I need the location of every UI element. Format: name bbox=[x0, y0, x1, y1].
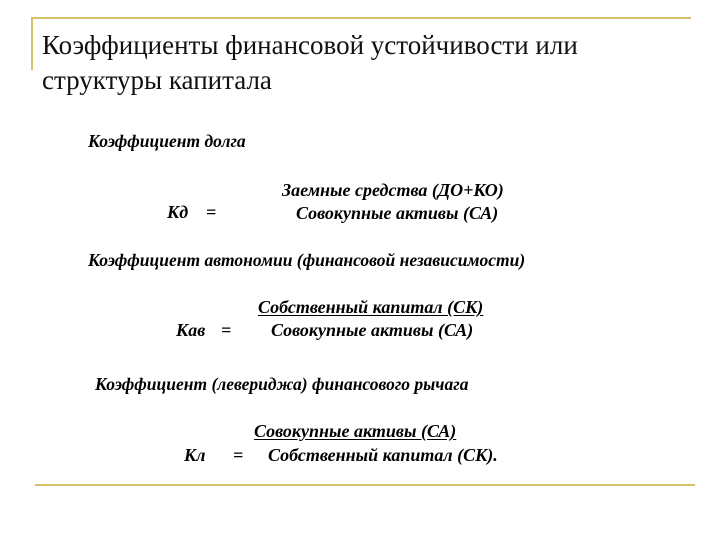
autonomy-ratio-numerator: Собственный капитал (СК) bbox=[258, 297, 484, 317]
autonomy-ratio-equals: = bbox=[221, 320, 232, 340]
slide-title bbox=[42, 28, 662, 98]
leverage-ratio-symbol: Кл bbox=[184, 445, 206, 465]
autonomy-ratio-heading: Коэффициент автономии (финансовой независимости) bbox=[88, 250, 526, 270]
autonomy-ratio-symbol: Кав bbox=[176, 320, 206, 340]
leverage-ratio-equals: = bbox=[233, 445, 244, 465]
leverage-ratio-heading: Коэффициент (левериджа) финансового рычага bbox=[95, 374, 469, 394]
leverage-ratio-denominator: Собственный капитал (СК). bbox=[268, 445, 498, 465]
title-line-2: структуры капитала bbox=[42, 65, 272, 95]
debt-ratio-numerator: Заемные средства (ДО+КО) bbox=[282, 180, 504, 200]
debt-ratio-equals: = bbox=[206, 202, 217, 222]
autonomy-ratio-denominator: Совокупные активы (СА) bbox=[271, 320, 474, 340]
leverage-ratio-numerator: Совокупные активы (СА) bbox=[254, 421, 457, 441]
decorative-top-rule bbox=[31, 17, 691, 19]
title-line-1: Коэффициенты финансовой устойчивости или bbox=[42, 30, 578, 60]
decorative-vertical-rule bbox=[31, 17, 33, 70]
debt-ratio-symbol: Кд bbox=[167, 202, 189, 222]
decorative-bottom-rule bbox=[35, 484, 695, 486]
debt-ratio-denominator: Совокупные активы (СА) bbox=[296, 203, 499, 223]
debt-ratio-heading: Коэффициент долга bbox=[88, 131, 246, 151]
